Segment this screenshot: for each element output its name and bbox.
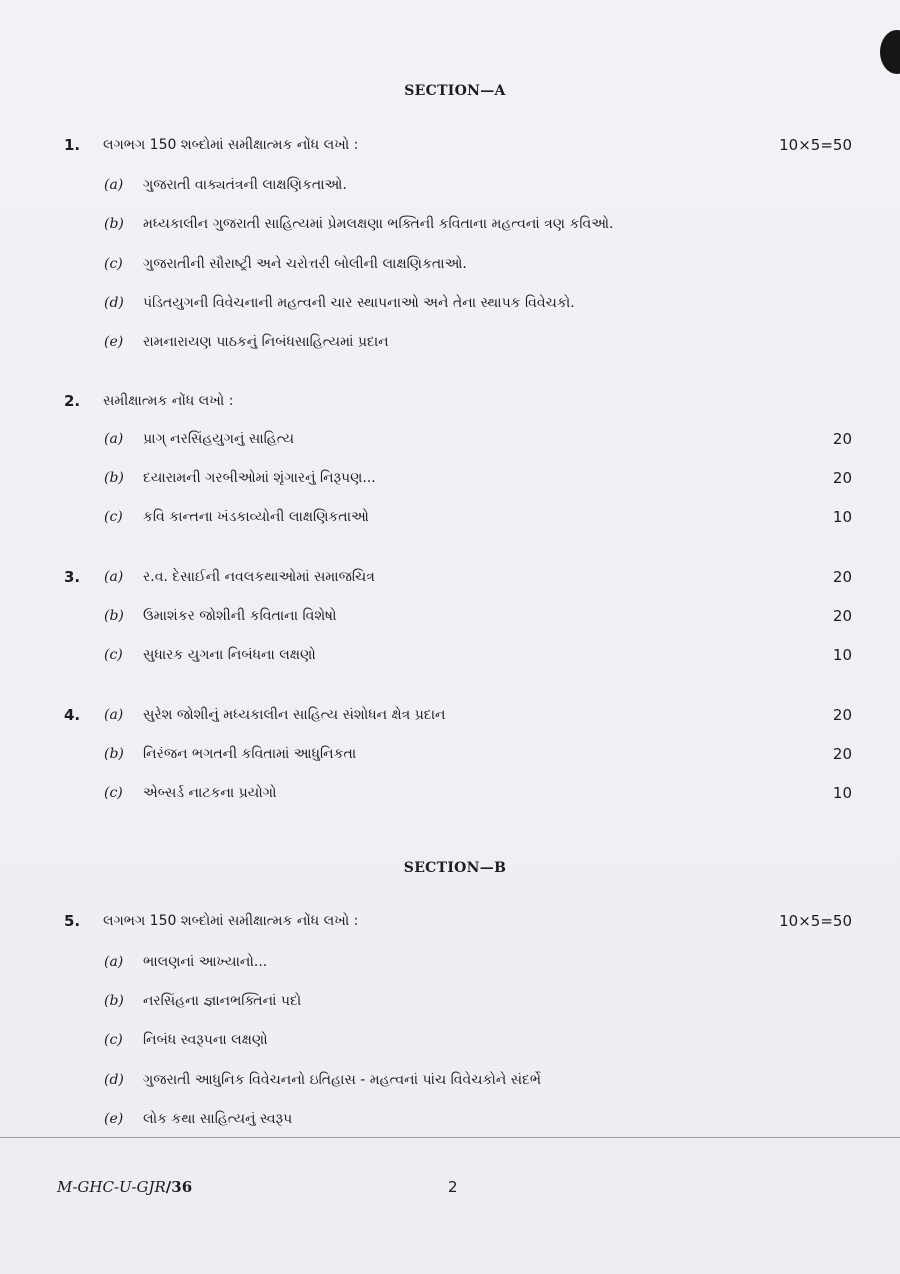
part-text: ભાલણનાં આખ્યાનો... — [143, 954, 268, 970]
part-text: ગુજરાતી વાક્યતંત્રની લાક્ષણિકતાઓ. — [143, 177, 347, 193]
part-text: દયારામની ગરબીઓમાં શૃંગારનું નિરૂપણ... — [143, 470, 376, 486]
part-marks: 20 — [832, 745, 852, 763]
part-text: ગુજરાતી આધુનિક વિવેચનનો ઇતિહાસ - મહત્વનાં પાંચ વિવેચકોને સંદર્ભે — [143, 1072, 542, 1088]
question-4-part-b — [0, 742, 900, 766]
part-text: મધ્યકાલીન ગુજરાતી સાહિત્યમાં પ્રેમલક્ષણા ભક્તિની કવિતાના મહત્વનાં ત્રણ કવિઓ. — [143, 216, 614, 232]
part-marks: 10 — [832, 784, 852, 802]
part-label: (a) — [104, 569, 124, 585]
question-5-part-b — [0, 989, 900, 1013]
part-label: (b) — [104, 216, 124, 232]
part-marks: 20 — [832, 607, 852, 625]
question-5-part-c — [0, 1028, 900, 1052]
question-5-part-e — [0, 1107, 900, 1131]
question-number: 3. — [64, 568, 81, 586]
question-5-part-d — [0, 1068, 900, 1092]
section-b-title: SECTION—B — [403, 860, 507, 876]
part-marks: 20 — [832, 430, 852, 448]
part-marks: 10 — [832, 508, 852, 526]
question-1-part-d — [0, 291, 900, 315]
part-label: (a) — [104, 954, 124, 970]
part-text: લોક કથા સાહિત્યનું સ્વરૂપ — [143, 1111, 293, 1127]
part-label: (b) — [104, 993, 124, 1009]
part-text: કવિ કાન્તના ખંડકાવ્યોની લાક્ષણિકતાઓ — [143, 509, 369, 525]
paper-code-prefix: M-GHC-U-GJR — [57, 1178, 166, 1196]
question-3-part-b — [0, 604, 900, 628]
paper-code — [57, 1178, 192, 1196]
part-label: (b) — [104, 608, 124, 624]
question-marks: 10×5=50 — [779, 912, 852, 930]
question-4-part-a — [0, 703, 900, 727]
question-3-part-c — [0, 643, 900, 667]
part-label: (b) — [104, 746, 124, 762]
page-number: 2 — [448, 1178, 458, 1196]
footer-divider — [0, 1137, 900, 1138]
question-2-part-c — [0, 505, 900, 529]
part-marks: 20 — [832, 706, 852, 724]
part-label: (c) — [104, 785, 123, 801]
question-text: લગભગ 150 શબ્દોમાં સમીક્ષાત્મક નોંધ લખો : — [103, 137, 359, 153]
part-label: (d) — [104, 1072, 124, 1088]
question-1-part-e — [0, 330, 900, 354]
question-2 — [0, 389, 900, 413]
question-number: 4. — [64, 706, 81, 724]
question-1 — [0, 133, 900, 157]
part-text: સુરેશ જોશીનું મધ્યકાલીન સાહિત્ય સંશોધન ક્ષેત્ર પ્રદાન — [143, 707, 446, 723]
question-number: 2. — [64, 392, 81, 410]
paper-code-suffix: /36 — [165, 1178, 193, 1196]
part-text: નિરંજન ભગતની કવિતામાં આધુનિકતા — [143, 746, 357, 762]
question-1-part-c — [0, 252, 900, 276]
part-label: (d) — [104, 295, 124, 311]
part-label: (a) — [104, 707, 124, 723]
part-label: (c) — [104, 256, 123, 272]
question-1-part-b — [0, 212, 900, 236]
question-5 — [0, 909, 900, 933]
question-2-part-a — [0, 427, 900, 451]
part-text: નરસિંહના જ્ઞાનભક્તિનાં પદો — [143, 993, 302, 1009]
part-label: (c) — [104, 647, 123, 663]
part-text: સુધારક યુગના નિબંધના લક્ષણો — [143, 647, 316, 663]
section-a-title: SECTION—A — [404, 83, 506, 99]
part-marks: 20 — [832, 568, 852, 586]
part-text: નિબંધ સ્વરૂપના લક્ષણો — [143, 1032, 268, 1048]
part-text: એબ્સર્ડ નાટકના પ્રયોગો — [143, 785, 277, 801]
question-1-part-a — [0, 173, 900, 197]
question-4-part-c — [0, 781, 900, 805]
part-label: (e) — [104, 1111, 124, 1127]
part-text: ઉમાશંકર જોશીની કવિતાના વિશેષો — [143, 608, 337, 624]
part-label: (e) — [104, 334, 124, 350]
part-label: (a) — [104, 431, 124, 447]
part-marks: 20 — [832, 469, 852, 487]
part-label: (c) — [104, 1032, 123, 1048]
part-label: (b) — [104, 470, 124, 486]
part-text: રામનારાયણ પાઠકનું નિબંધસાહિત્યમાં પ્રદાન — [143, 334, 389, 350]
part-text: પંડિતયુગની વિવેચનાની મહત્વની ચાર સ્થાપનાઓ અને તેના સ્થાપક વિવેચકો. — [143, 295, 575, 311]
binding-hole-mark — [880, 30, 900, 74]
question-3-part-a — [0, 565, 900, 589]
question-number: 5. — [64, 912, 81, 930]
part-label: (c) — [104, 509, 123, 525]
question-text: લગભગ 150 શબ્દોમાં સમીક્ષાત્મક નોંધ લખો : — [103, 913, 359, 929]
part-text: ગુજરાતીની સૌરાષ્ટ્રી અને ચરોત્તરી બોલીની લાક્ષણિકતાઓ. — [143, 256, 467, 272]
question-number: 1. — [64, 136, 81, 154]
part-text: પ્રાગ્ નરસિંહયુગનું સાહિત્ય — [143, 431, 295, 447]
question-5-part-a — [0, 950, 900, 974]
question-marks: 10×5=50 — [779, 136, 852, 154]
question-text: સમીક્ષાત્મક નોંધ લખો : — [103, 393, 234, 409]
part-text: ર.વ. દેસાઈની નવલકથાઓમાં સમાજચિત્ર — [143, 569, 375, 585]
part-label: (a) — [104, 177, 124, 193]
question-2-part-b — [0, 466, 900, 490]
part-marks: 10 — [832, 646, 852, 664]
